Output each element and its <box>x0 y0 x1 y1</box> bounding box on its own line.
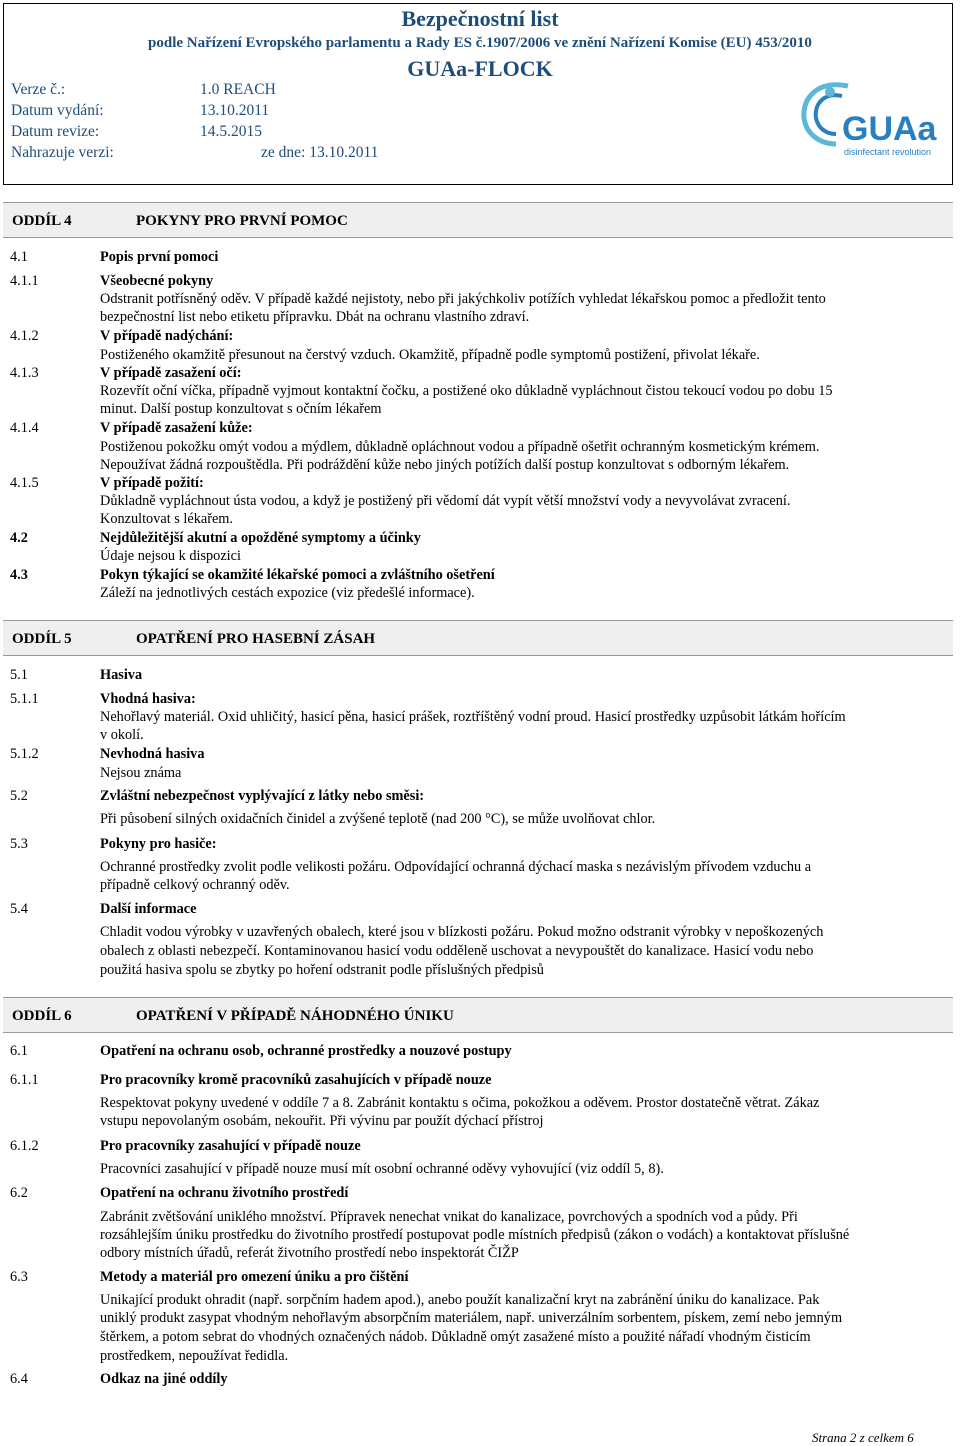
section-5-bar <box>3 620 953 656</box>
replaces-label: Nahrazuje verzi: <box>11 144 114 161</box>
section-4-title: POKYNY PRO PRVNÍ POMOC <box>136 213 348 229</box>
item-text: bezpečnostní list nebo etiketu přípravku. Dbát na ochranu vlastního zdraví. <box>100 309 530 325</box>
item-heading: Nejdůležitější akutní a opožděné symptomy a účinky <box>100 530 421 546</box>
item-text: Postiženou pokožku omýt vodou a mýdlem, důkladně opláchnout vodou a případně ošetřit ochranným kosmetickým krémem. <box>100 439 820 455</box>
item-heading: Další informace <box>100 901 197 917</box>
item-number: 6.1.1 <box>10 1072 39 1088</box>
section-4-bar <box>3 202 953 238</box>
item-number: 4.1 <box>10 249 28 265</box>
item-text: obalech z oblasti nebezpečí. Kontaminovanou hasicí vodu odděleně uschovat a nevypouštět do kanalizace. Hasicí vodu nebo <box>100 943 814 959</box>
item-heading: Pokyn týkající se okamžité lékařské pomoci a zvláštního ošetření <box>100 567 495 583</box>
item-number: 4.2 <box>10 530 28 546</box>
logo-wordmark: GUAa <box>842 110 937 148</box>
section-6-number: ODDÍL 6 <box>12 1008 72 1024</box>
product-name: GUAa-FLOCK <box>407 56 553 81</box>
item-text: odbory místních úřadů, referát životního prostředí nebo inspektorát ČIŽP <box>100 1245 519 1261</box>
regulation-subtitle: podle Nařízení Evropského parlamentu a Rady ES č.1907/2006 ve znění Nařízení Komise (EU) 453/2010 <box>148 35 812 51</box>
item-heading: Opatření na ochranu osob, ochranné prostředky a nouzové postupy <box>100 1043 512 1059</box>
guaa-logo <box>790 78 950 164</box>
item-text: Rozevřít oční víčka, případně vyjmout kontaktní čočku, a postižené oko důkladně vypláchnout čistou tekoucí vodou po dobu 15 <box>100 383 833 399</box>
item-number: 6.1.2 <box>10 1138 39 1154</box>
item-number: 5.3 <box>10 836 28 852</box>
item-text: případně celkový ochranný oděv. <box>100 877 290 893</box>
issue-date-value: 13.10.2011 <box>200 102 270 119</box>
section-6-title: OPATŘENÍ V PŘÍPADĚ NÁHODNÉHO ÚNIKU <box>136 1008 454 1024</box>
item-number: 6.2 <box>10 1185 28 1201</box>
section-5-title: OPATŘENÍ PRO HASEBNÍ ZÁSAH <box>136 631 376 647</box>
item-heading: Pro pracovníky zasahující v případě nouze <box>100 1138 361 1154</box>
item-number: 4.1.1 <box>10 273 39 289</box>
item-number: 6.1 <box>10 1043 28 1059</box>
revision-date-label: Datum revize: <box>11 123 100 140</box>
item-text: Pracovníci zasahující v případě nouze musí mít osobní ochranné oděvy vyhovující (viz oddíl 5, 8). <box>100 1161 664 1177</box>
item-text: Ochranné prostředky zvolit podle velikosti požáru. Odpovídající ochranná dýchací maska s nezávislým přívodem vzduchu a <box>100 859 812 875</box>
item-text: Důkladně vypláchnout ústa vodou, a když je postižený při vědomí dát vypít větší množství vody a nevyvolávat zvracení. <box>100 493 791 509</box>
item-number: 6.4 <box>10 1371 28 1387</box>
item-heading: Pro pracovníky kromě pracovníků zasahujících v případě nouze <box>100 1072 492 1088</box>
item-text: Při působení silných oxidačních činidel a zvýšené teplotě (nad 200 °C), se může uvolňovat chlor. <box>100 811 656 827</box>
item-text: Nejsou známa <box>100 765 182 781</box>
logo-tagline: disinfectant revolution <box>844 147 932 157</box>
item-text: Unikající produkt ohradit (např. sorpčním hadem apod.), anebo použít kanalizační kryt na zabránění úniku do kanalizace. Pak <box>100 1292 820 1308</box>
item-text: Nehořlavý materiál. Oxid uhličitý, hasicí pěna, hasicí prášek, roztříštěný vodní proud. Hasicí prostředky uzpůsobit látkám hořícím <box>100 709 846 725</box>
document-title: Bezpečnostní list <box>401 6 559 31</box>
item-number: 4.1.3 <box>10 365 39 381</box>
item-heading: V případě zasažení očí: <box>100 365 242 381</box>
item-text: Odstranit potřísněný oděv. V případě každé nejistoty, nebo při jakýchkoliv potížích vyhledat lékařskou pomoc a předložit tento <box>100 291 826 307</box>
item-text: použitá hasiva spolu se zbytky po hoření odstranit podle příslušných předpisů <box>100 962 544 978</box>
section-5-number: ODDÍL 5 <box>12 631 72 647</box>
item-heading: Metody a materiál pro omezení úniku a pro čištění <box>100 1269 409 1285</box>
item-heading: V případě zasažení kůže: <box>100 420 253 436</box>
item-text: minut. Další postup konzultovat s očním lékařem <box>100 401 382 417</box>
item-text: Údaje nejsou k dispozici <box>100 548 241 564</box>
item-text: v okolí. <box>100 727 144 743</box>
replaces-value: ze dne: 13.10.2011 <box>261 144 379 161</box>
item-heading: Všeobecné pokyny <box>100 273 214 289</box>
item-number: 4.3 <box>10 567 28 583</box>
item-heading: Opatření na ochranu životního prostředí <box>100 1185 349 1201</box>
item-heading: Popis první pomoci <box>100 249 219 265</box>
revision-date-value: 14.5.2015 <box>200 123 262 140</box>
item-heading: Vhodná hasiva: <box>100 691 196 707</box>
version-label: Verze č.: <box>11 81 66 98</box>
item-number: 4.1.5 <box>10 475 39 491</box>
page-number: Strana 2 z celkem 6 <box>812 1430 914 1445</box>
item-text: vstupu nepovolaným osobám, nekouřit. Při vývinu par použít dýchací přístroj <box>100 1113 544 1129</box>
item-number: 5.1.1 <box>10 691 39 707</box>
section-4-number: ODDÍL 4 <box>12 213 72 229</box>
item-text: Konzultovat s lékařem. <box>100 511 234 527</box>
item-text: prostředkem, nepoužívat ředidla. <box>100 1348 289 1364</box>
item-heading: Odkaz na jiné oddíly <box>100 1371 228 1387</box>
issue-date-label: Datum vydání: <box>11 102 104 119</box>
item-text: štěrkem, a potom sebrat do vhodných označených nádob. Důkladně omýt zasažené místo a použité nářadí vhodným čisticím <box>100 1329 811 1345</box>
item-heading: V případě požití: <box>100 475 204 491</box>
item-heading: Nevhodná hasiva <box>100 746 205 762</box>
version-value: 1.0 REACH <box>200 81 276 98</box>
item-text: Postiženého okamžitě přesunout na čerstvý vzduch. Okamžitě, případně podle symptomů postižení, přivolat lékaře. <box>100 347 760 363</box>
item-number: 6.3 <box>10 1269 28 1285</box>
item-text: Chladit vodou výrobky v uzavřených obalech, které jsou v blízkosti požáru. Pokud možno odstranit výrobky v nepoškozených <box>100 924 824 940</box>
item-text: Respektovat pokyny uvedené v oddíle 7 a 8. Zabránit kontaktu s očima, pokožkou a oděvem. Prostor dostatečně větrat. Zákaz <box>100 1095 820 1111</box>
item-text: uniklý produkt zasypat vhodným nehořlavým absorpčním materiálem, např. univerzálním sorbentem, pískem, zemí nebo jemným <box>100 1310 843 1326</box>
item-text: Záleží na jednotlivých cestách expozice (viz předešlé informace). <box>100 585 475 601</box>
item-number: 5.4 <box>10 901 28 917</box>
item-number: 4.1.4 <box>10 420 39 436</box>
section-6-bar <box>3 997 953 1033</box>
item-text: Nepoužívat žádná rozpouštědla. Při podráždění kůže nebo jiných potížích další postup konzultovat s odborným lékařem. <box>100 457 790 473</box>
item-number: 5.2 <box>10 788 28 804</box>
item-heading: Hasiva <box>100 667 143 683</box>
document-meta <box>11 80 431 164</box>
item-number: 5.1 <box>10 667 28 683</box>
item-number: 4.1.2 <box>10 328 39 344</box>
item-text: Zabránit zvětšování uniklého množství. Přípravek nenechat vnikat do kanalizace, povrchových a spodních vod a půdy. Při <box>100 1209 798 1225</box>
item-heading: V případě nadýchání: <box>100 328 234 344</box>
item-number: 5.1.2 <box>10 746 39 762</box>
item-text: rozsáhlejším úniku prostředku do životního prostředí postupovat podle místních předpisů (zákon o vodách) a kontaktovat příslušné <box>100 1227 850 1243</box>
item-heading: Pokyny pro hasiče: <box>100 836 217 852</box>
item-heading: Zvláštní nebezpečnost vyplývající z látky nebo směsi: <box>100 788 425 804</box>
